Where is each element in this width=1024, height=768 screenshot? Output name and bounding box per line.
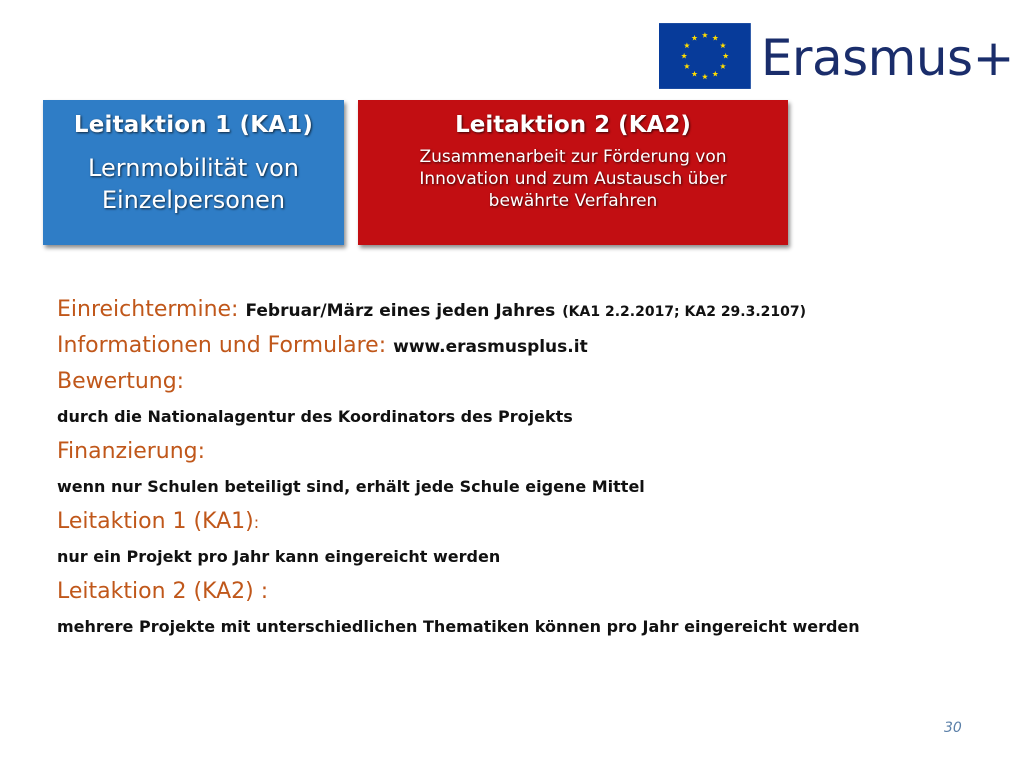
ka1-colon: : [253, 513, 260, 532]
evaluation-label: Bewertung: [57, 369, 185, 394]
erasmus-logo [659, 18, 1014, 94]
funding-label: Finanzierung: [57, 439, 206, 464]
ka1-label: Leitaktion 1 (KA1) [57, 509, 254, 534]
deadlines-value: Februar/März eines jeden Jahres [245, 301, 556, 321]
ka1-subtitle-line: Einzelpersonen [101, 186, 286, 214]
deadlines-detail: (KA1 2.2.2017; KA2 29.3.2107) [562, 304, 807, 320]
slide-content [57, 292, 987, 644]
ka1-box-title: Leitaktion 1 (KA1) [73, 112, 314, 138]
deadlines-label: Einreichtermine: [57, 297, 239, 322]
eu-flag-icon [659, 18, 751, 94]
evaluation-text: durch die Nationalagentur des Koordinators des Projekts [57, 407, 573, 426]
erasmus-wordmark: Erasmus+ [760, 29, 1014, 87]
deadlines-line [57, 292, 987, 328]
ka2-text: mehrere Projekte mit unterschiedlichen Thematiken können pro Jahr eingereicht werden [57, 617, 860, 636]
ka1-subtitle-line: Lernmobilität von [88, 154, 299, 182]
ka1-box-subtitle [43, 152, 344, 216]
info-line [57, 328, 987, 364]
ka2-subtitle-line: Innovation und zum Austausch über [419, 169, 727, 189]
ka2-box-title: Leitaktion 2 (KA2) [455, 112, 691, 138]
ka1-line [57, 504, 987, 540]
ka2-subtitle-line: Zusammenarbeit zur Förderung von [419, 147, 727, 167]
ka1-text: nur ein Projekt pro Jahr kann eingereicht werden [57, 547, 501, 566]
ka2-box [358, 100, 788, 245]
ka1-box [43, 100, 344, 245]
page-number: 30 [944, 720, 962, 736]
funding-text: wenn nur Schulen beteiligt sind, erhält jede Schule eigene Mittel [57, 477, 645, 496]
info-label: Informationen und Formulare: [57, 333, 387, 358]
ka2-label: Leitaktion 2 (KA2) : [57, 579, 269, 604]
ka2-subtitle-line: bewährte Verfahren [488, 191, 658, 211]
info-link[interactable]: www.erasmusplus.it [393, 337, 588, 357]
ka2-box-subtitle [358, 146, 788, 212]
